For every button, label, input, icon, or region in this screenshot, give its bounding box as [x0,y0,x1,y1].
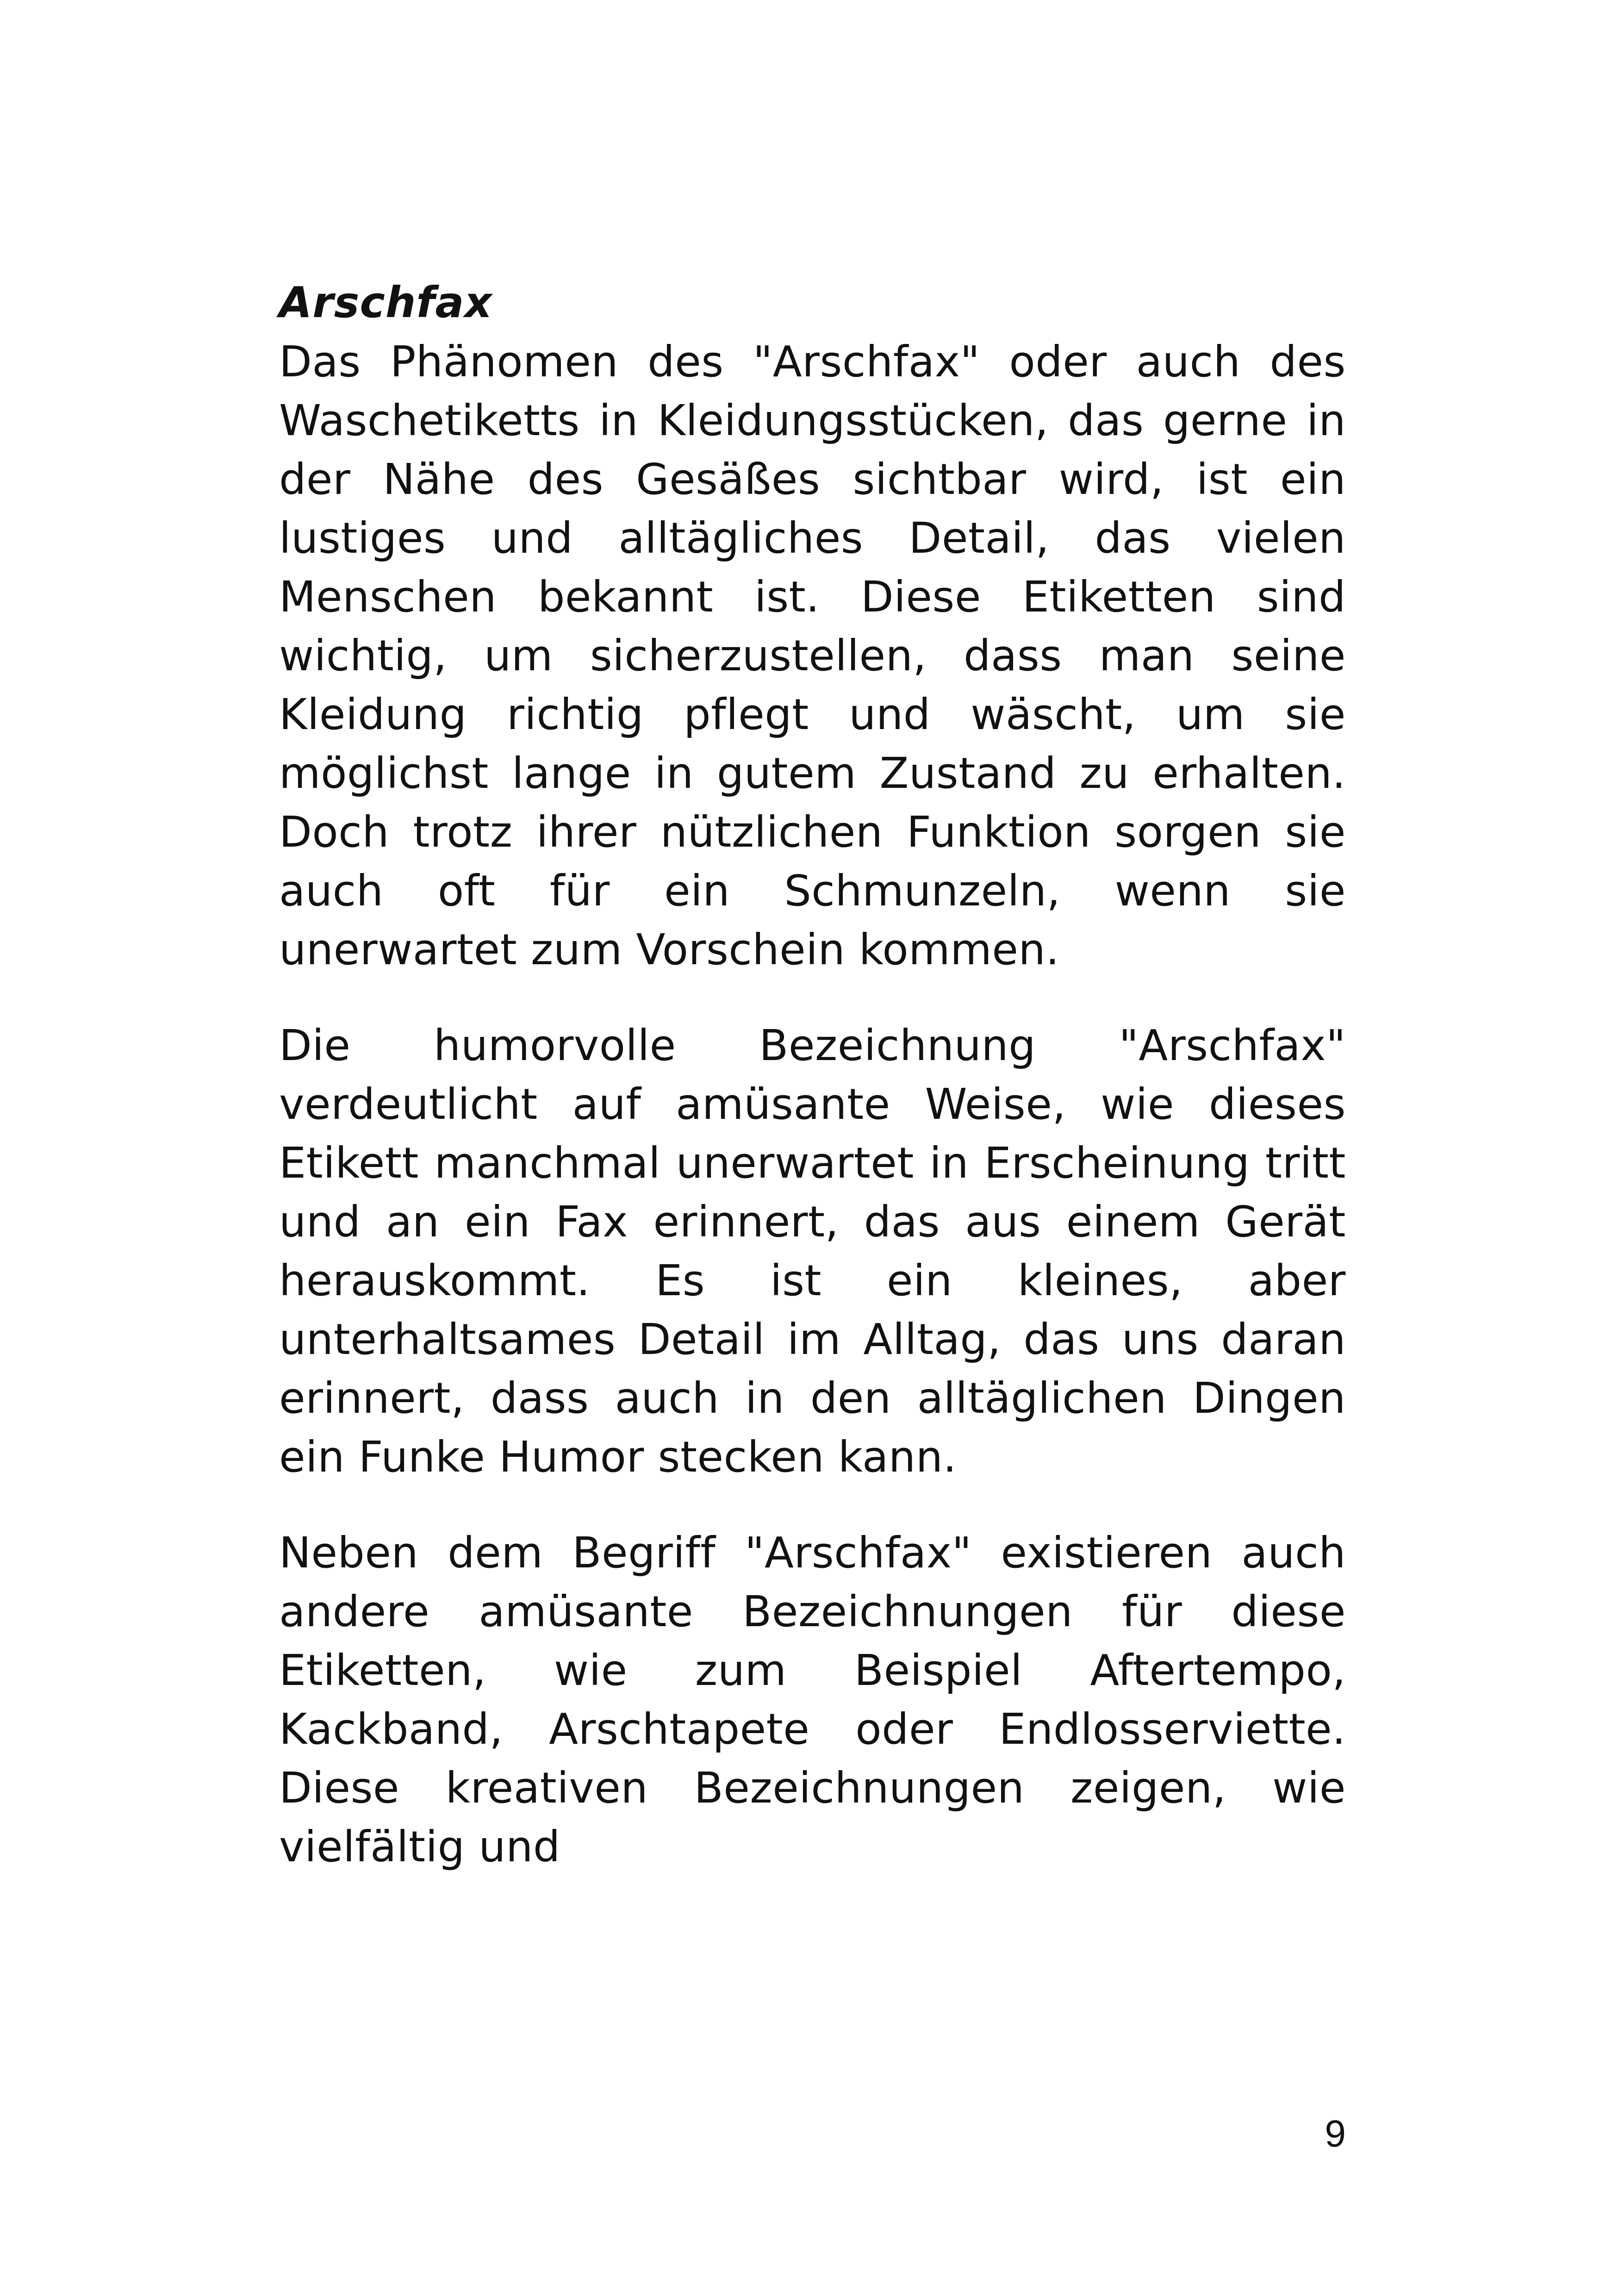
paragraph-3: Neben dem Begriff "Arschfax" existieren auch andere amüsante Bezeichnungen für diese Etiketten, wie zum Beispiel Aftertempo, Kackband, Arschtapete oder Endlosserviette. Diese kreativen Bezeichnungen zeigen, wie vielfältig und [279,1528,1346,1872]
paragraph-2: Die humorvolle Bezeichnung "Arschfax" verdeutlicht auf amüsante Weise, wie dieses Etikett manchmal unerwartet in Erscheinung tritt und an ein Fax erinnert, das aus einem Gerät herauskommt. Es ist ein kleines, aber unterhaltsames Detail im Alltag, das uns daran erinnert, dass auch in den alltäglichen Dingen ein Funke Humor stecken kann. [279,1021,1346,1482]
section-heading: Arschfax [279,278,492,327]
paragraph-1: Das Phänomen des "Arschfax" oder auch des Waschetiketts in Kleidungsstücken, das gerne in der Nähe des Gesäßes sichtbar wird, ist ein lustiges und alltägliches Detail, das vielen Menschen bekannt ist. Diese Etiketten sind wichtig, um sicherzustellen, dass man seine Kleidung richtig pflegt und wäscht, um sie möglichst lange in gutem Zustand zu erhalten. Doch trotz ihrer nützlichen Funktion sorgen sie auch oft für ein Schmunzeln, wenn sie unerwartet zum Vorschein kommen. [279,337,1346,974]
page-content [279,273,1346,1876]
page-number: 9 [1325,2113,1346,2155]
